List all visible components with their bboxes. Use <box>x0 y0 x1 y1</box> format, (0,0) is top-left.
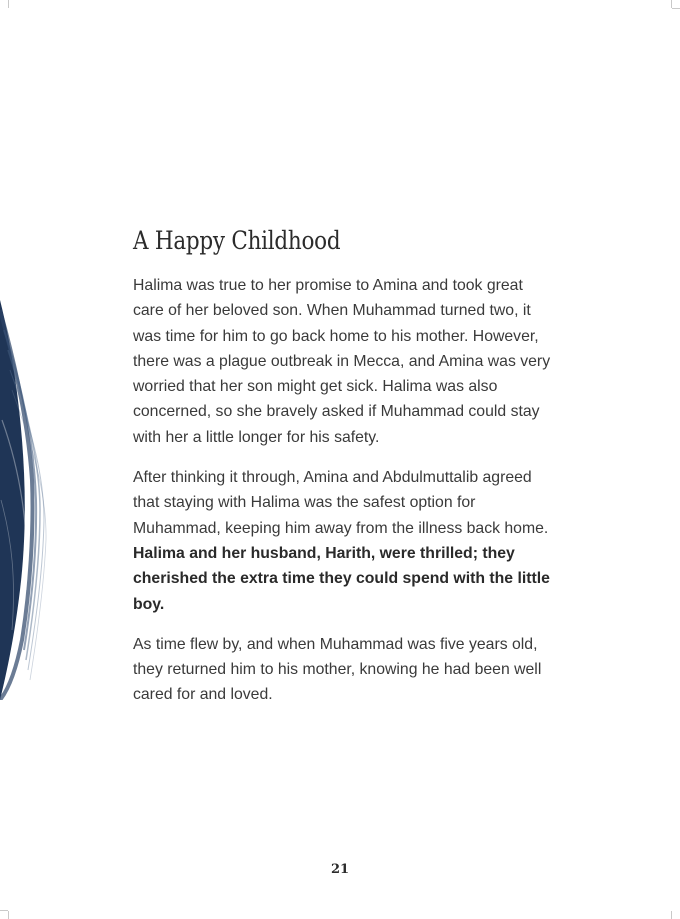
crop-mark-left-bottom <box>0 910 8 911</box>
page-number: 21 <box>330 862 350 877</box>
paragraph-2-text: After thinking it through, Amina and Abdulmuttalib agreed that staying with Halima was the safest option for Muhammad, keeping him away from the illness back home. <box>133 469 549 537</box>
crop-mark-top-right <box>671 0 672 8</box>
chapter-title: A Happy Childhood <box>133 226 341 255</box>
page-content <box>133 226 553 723</box>
brush-stroke-decoration <box>0 300 52 700</box>
paragraph-2 <box>133 465 553 617</box>
paragraph-3 <box>133 632 553 708</box>
crop-mark-bottom-right <box>671 911 672 919</box>
paragraph-1 <box>133 273 553 450</box>
paragraph-2-bold-text: Halima and her husband, Harith, were thrilled; they cherished the extra time they could spend with the little boy. <box>133 544 550 613</box>
paragraph-1-text: Halima was true to her promise to Amina and took great care of her beloved son. When Muhammad turned two, it was time for him to go back home to his mother. However, there was a plague outbreak in Mecca, and Amina was very worried that her son might get sick. Halima was also concerned, so she bravely asked if Muhammad could stay with her a little longer for his safety. <box>133 277 551 446</box>
crop-mark-top-left <box>8 0 9 8</box>
crop-mark-right-top <box>672 8 680 9</box>
crop-mark-bottom-left <box>8 911 9 919</box>
paragraph-3-text: As time flew by, and when Muhammad was five years old, they returned him to his mother, knowing he had been well cared for and loved. <box>133 635 542 704</box>
